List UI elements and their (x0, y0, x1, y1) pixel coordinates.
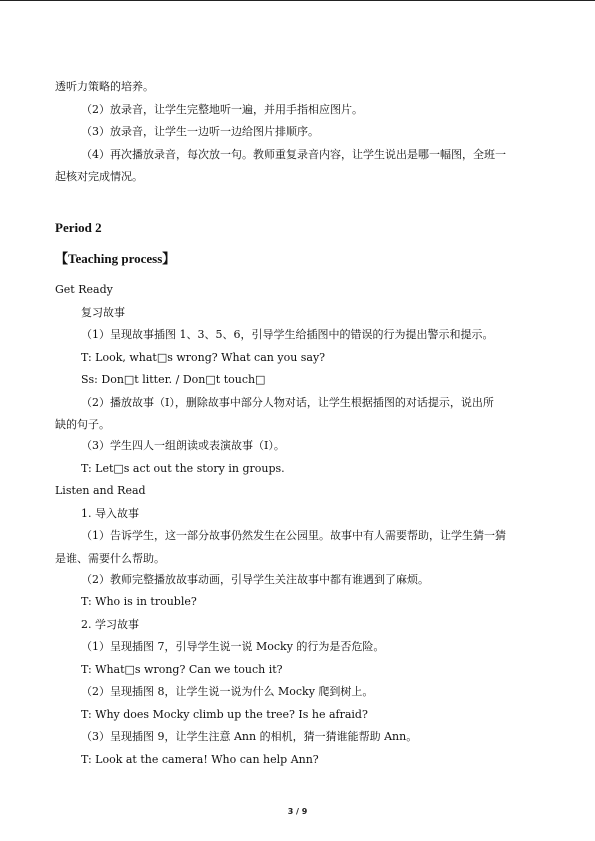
step-line: （2）教师完整播放故事动画，引导学生关注故事中都有谁遇到了麻烦。 (81, 572, 429, 586)
paragraph-line: 起核对完成情况。 (55, 170, 143, 183)
document-page (55, 78, 542, 773)
teaching-process-heading: 【Teaching process】 (55, 251, 176, 266)
step-line: （1）告诉学生，这一部分故事仍然发生在公园里。故事中有人需要帮助，让学生猜一猜 (81, 529, 506, 542)
dialogue-line: T: Why does Mocky climb up the tree? Is he afraid? (81, 707, 368, 721)
section-title-get-ready: Get Ready (55, 283, 113, 296)
numbered-heading: 1. 导入故事 (81, 506, 139, 520)
numbered-heading: 2. 学习故事 (81, 617, 139, 631)
step-line: （1）呈现故事插图 1、3、5、6，引导学生给插图中的错误的行为提出警示和提示。 (81, 328, 494, 341)
step-line: （2）呈现插图 8，让学生说一说为什么 Mocky 爬到树上。 (81, 685, 374, 698)
step-line: （3）学生四人一组朗读或表演故事（I）。 (81, 439, 285, 452)
subsection-title: 复习故事 (81, 305, 125, 319)
paragraph-line: （4）再次播放录音，每次放一句。教师重复录音内容，让学生说出是哪一幅图，全班一 (81, 147, 506, 161)
step-line: （1）呈现插图 7，引导学生说一说 Mocky 的行为是否危险。 (81, 640, 385, 653)
section-title-listen-read: Listen and Read (55, 484, 146, 497)
step-line: 是谁、需要什么帮助。 (55, 551, 165, 565)
dialogue-line: T: Who is in trouble? (81, 595, 197, 608)
section-gap (55, 189, 542, 219)
step-line: （2）播放故事（I），删除故事中部分人物对话，让学生根据插图的对话提示，说出所 (81, 395, 494, 409)
period-heading: Period 2 (55, 220, 102, 235)
dialogue-line: T: Let□s act out the story in groups. (81, 461, 285, 475)
step-line: 缺的句子。 (55, 418, 110, 431)
dialogue-line: T: What□s wrong? Can we touch it? (81, 662, 283, 676)
page-number: 3 / 9 (287, 807, 308, 816)
header-rule (0, 0, 595, 1)
dialogue-line: T: Look at the camera! Who can help Ann? (81, 752, 319, 766)
dialogue-line: T: Look, what□s wrong? What can you say? (81, 350, 326, 364)
paragraph-line: （2）放录音，让学生完整地听一遍，并用手指相应图片。 (81, 102, 363, 116)
paragraph-line: （3）放录音，让学生一边听一边给图片排顺序。 (81, 125, 319, 138)
paragraph-line: 透听力策略的培养。 (55, 80, 154, 93)
step-line: （3）呈现插图 9，让学生注意 Ann 的相机，猜一猜谁能帮助 Ann。 (81, 730, 418, 743)
dialogue-line: Ss: Don□t litter. / Don□t touch□ (81, 373, 266, 386)
